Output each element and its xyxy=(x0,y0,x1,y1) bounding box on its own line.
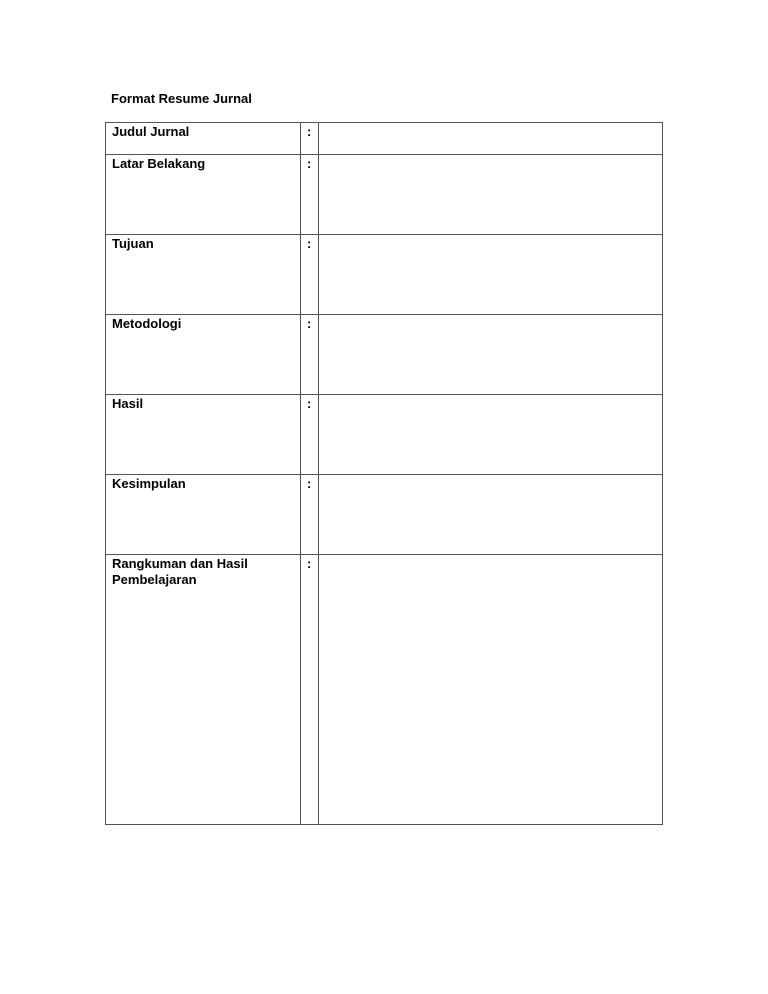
value-cell-latar-belakang[interactable] xyxy=(319,155,663,235)
field-value-rangkuman xyxy=(319,555,662,556)
separator-cell xyxy=(301,475,319,555)
separator-cell xyxy=(301,395,319,475)
table-row-metodologi xyxy=(106,315,663,395)
field-label-tujuan: Tujuan xyxy=(112,236,154,251)
value-cell-judul-jurnal[interactable] xyxy=(319,123,663,155)
separator-cell xyxy=(301,235,319,315)
value-cell-tujuan[interactable] xyxy=(319,235,663,315)
field-label-kesimpulan: Kesimpulan xyxy=(112,476,186,491)
separator-colon: : xyxy=(307,236,312,251)
separator-colon: : xyxy=(307,156,312,171)
field-value-tujuan xyxy=(319,235,662,236)
label-cell xyxy=(106,235,301,315)
field-value-hasil xyxy=(319,395,662,396)
separator-colon: : xyxy=(307,124,312,139)
field-label-metodologi: Metodologi xyxy=(112,316,182,331)
field-label-rangkuman: Rangkuman dan Hasil Pembelajaran xyxy=(112,556,248,587)
separator-cell xyxy=(301,123,319,155)
separator-colon: : xyxy=(307,316,312,331)
table-row-tujuan xyxy=(106,235,663,315)
field-label-hasil: Hasil xyxy=(112,396,144,411)
value-cell-metodologi[interactable] xyxy=(319,315,663,395)
label-cell xyxy=(106,315,301,395)
field-label-judul-jurnal: Judul Jurnal xyxy=(112,124,190,139)
value-cell-kesimpulan[interactable] xyxy=(319,475,663,555)
table-row-latar-belakang xyxy=(106,155,663,235)
separator-colon: : xyxy=(307,396,312,411)
field-label-latar-belakang: Latar Belakang xyxy=(112,156,206,171)
separator-colon: : xyxy=(307,476,312,491)
table-row-hasil xyxy=(106,395,663,475)
field-value-metodologi xyxy=(319,315,662,316)
label-cell xyxy=(106,395,301,475)
table-row-rangkuman xyxy=(106,555,663,825)
separator-colon: : xyxy=(307,556,312,571)
separator-cell xyxy=(301,155,319,235)
resume-form-table xyxy=(105,122,663,825)
value-cell-rangkuman[interactable] xyxy=(319,555,663,825)
value-cell-hasil[interactable] xyxy=(319,395,663,475)
document-title: Format Resume Jurnal xyxy=(111,91,252,106)
table-row-judul-jurnal xyxy=(106,123,663,155)
label-cell xyxy=(106,475,301,555)
separator-cell xyxy=(301,555,319,825)
label-cell xyxy=(106,123,301,155)
field-value-latar-belakang xyxy=(319,155,662,156)
table-row-kesimpulan xyxy=(106,475,663,555)
field-value-kesimpulan xyxy=(319,475,662,476)
separator-cell xyxy=(301,315,319,395)
label-cell xyxy=(106,555,301,825)
field-value-judul-jurnal xyxy=(319,123,662,124)
label-cell xyxy=(106,155,301,235)
